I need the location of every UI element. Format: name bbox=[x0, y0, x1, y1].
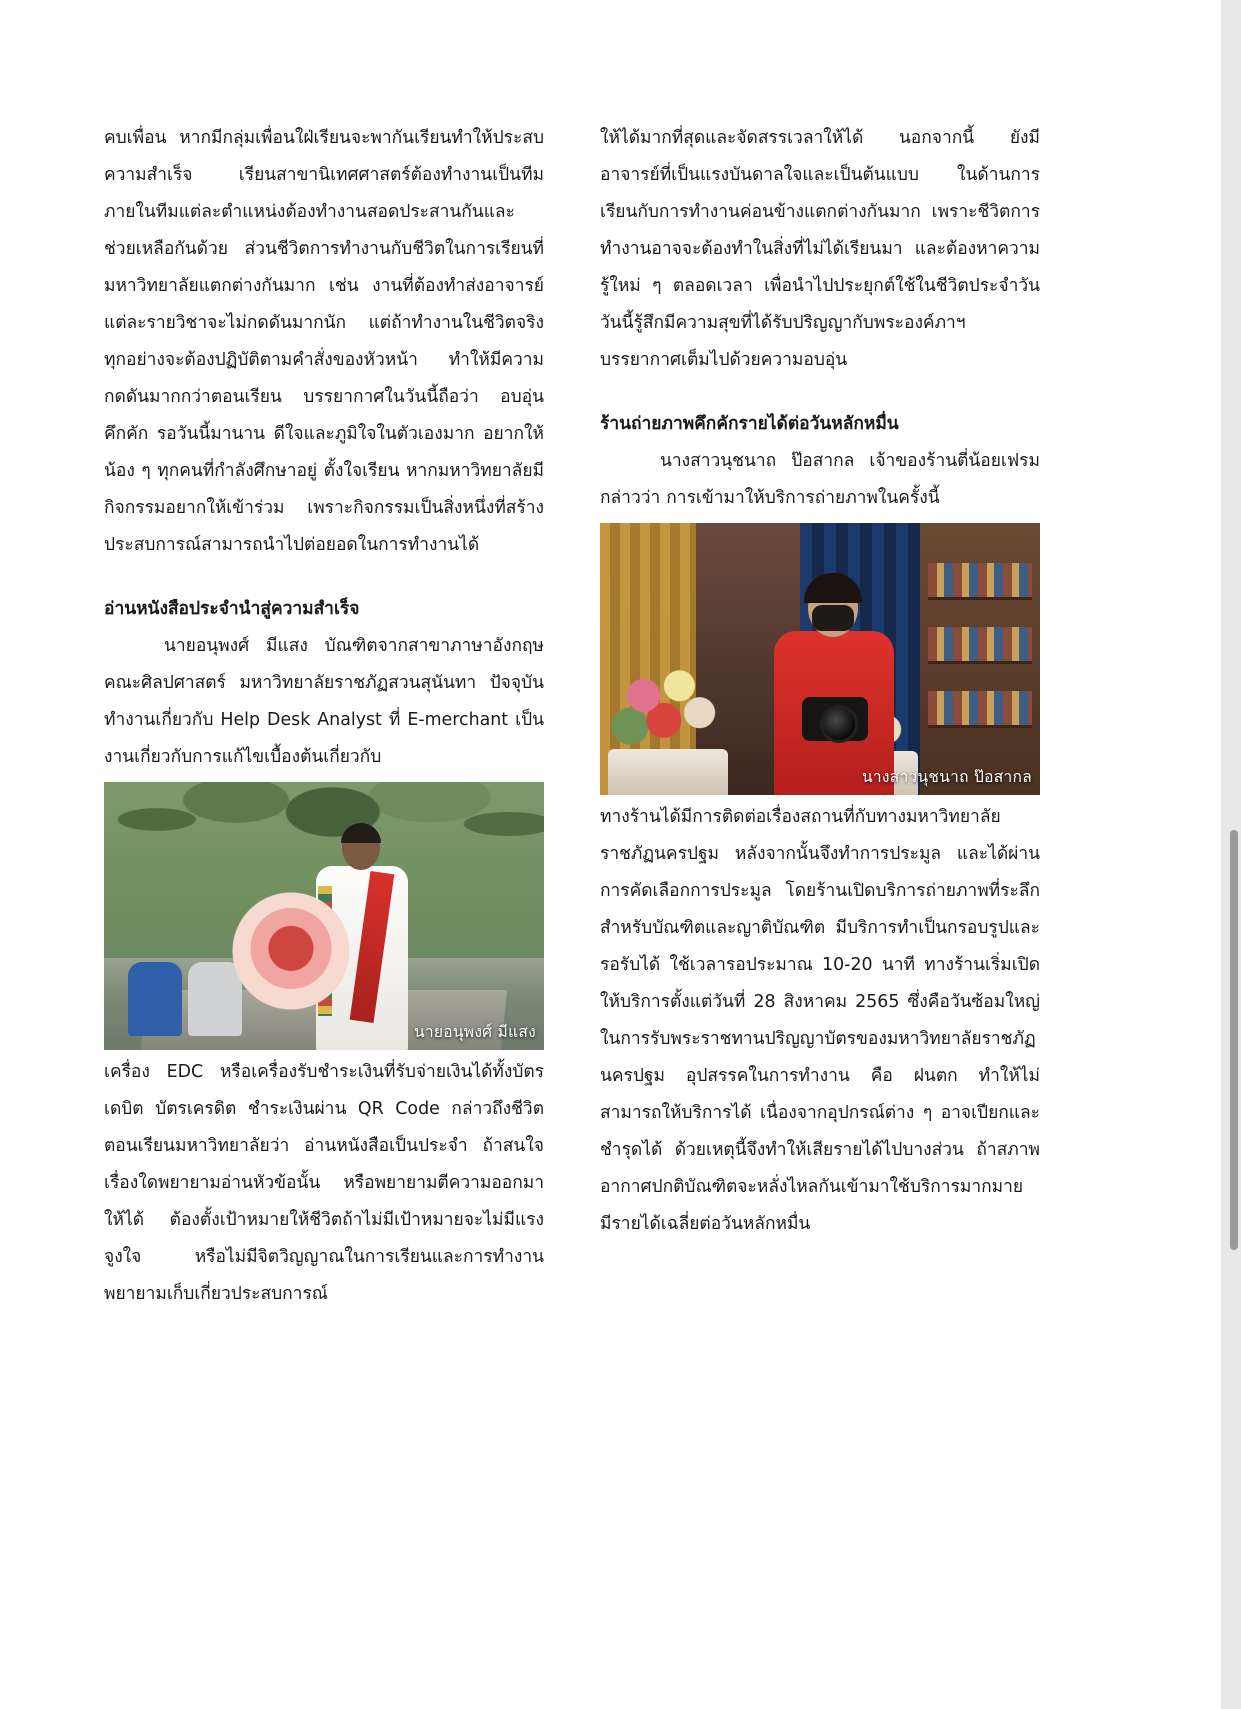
vertical-scrollbar[interactable] bbox=[1221, 0, 1241, 1709]
left-section-heading: อ่านหนังสือประจำนำสู่ความสำเร็จ bbox=[104, 599, 360, 619]
left-paragraph-1: คบเพื่อน หากมีกลุ่มเพื่อนใฝ่เรียนจะพากันเรียนทำให้ประสบความสำเร็จ เรียนสาขานิเทศศาสตร์ต้องทำงานเป็นทีม ภายในทีมแต่ละตำแหน่งต้องทำงานสอดประสานกันและช่วยเหลือกันด้วย ส่วนชีวิตการทำงานกับชีวิตในการเรียนที่มหาวิทยาลัยแตกต่างกันมาก เช่น งานที่ต้องทำส่งอาจารย์แต่ละรายวิชาจะไม่กดดันมากนัก แต่ถ้าทำงานในชีวิตจริงทุกอย่างจะต้องปฏิบัติตามคำสั่งของหัวหน้า ทำให้มีความกดดันมากกว่าตอนเรียน บรรยากาศในวันนี้ถือว่า อบอุ่น คึกคัก รอวันนี้มานาน ดีใจและภูมิใจในตัวเองมาก อยากให้น้อง ๆ ทุกคนที่กำลังศึกษาอยู่ ตั้งใจเรียน หากมหาวิทยาลัยมีกิจกรรมอยากให้เข้าร่วม เพราะกิจกรรมเป็นสิ่งหนึ่งที่สร้างประสบการณ์สามารถนำไปต่อยอดในการทำงานได้ bbox=[104, 128, 544, 555]
left-paragraph-2: นายอนุพงศ์ มีแสง บัณฑิตจากสาขาภาษาอังกฤษ คณะศิลปศาสตร์ มหาวิทยาลัยราชภัฏสวนสุนันทา ปัจจุบันทำงานเกี่ยวกับ Help Desk Analyst ที่ E-merchant เป็นงานเกี่ยวกับการแก้ไขเบื้องต้นเกี่ยวกับ bbox=[104, 636, 544, 767]
left-paragraph-3: เครื่อง EDC หรือเครื่องรับชำระเงินที่รับจ่ายเงินได้ทั้งบัตรเดบิต บัตรเครดิต ชำระเงินผ่าน QR Code กล่าวถึงชีวิตตอนเรียนมหาวิทยาลัยว่า อ่านหนังสือเป็นประจำ ถ้าสนใจเรื่องใดพยายามอ่านหัวข้อนั้น หรือพยายามตีความออกมาให้ได้ ต้องตั้งเป้าหมายให้ชีวิตถ้าไม่มีเป้าหมายจะไม่มีแรงจูงใจ หรือไม่มีจิตวิญญาณในการเรียนและการทำงาน พยายามเก็บเกี่ยวประสบการณ์ bbox=[104, 1062, 544, 1304]
right-paragraph-3: ทางร้านได้มีการติดต่อเรื่องสถานที่กับทางมหาวิทยาลัยราชภัฏนครปฐม หลังจากนั้นจึงทำการประมูล และได้ผ่านการคัดเลือกการประมูล โดยร้านเปิดบริการถ่ายภาพที่ระลึกสำหรับบัณฑิตและญาติบัณฑิต มีบริการทำเป็นกรอบรูปและรอรับได้ ใช้เวลารอประมาณ 10-20 นาที ทางร้านเริ่มเปิดให้บริการตั้งแต่วันที่ 28 สิงหาคม 2565 ซึ่งคือวันซ้อมใหญ่ในการรับพระราชทานปริญญาบัตรของมหาวิทยาลัยราชภัฏนครปฐม อุปสรรคในการทำงาน คือ ฝนตก ทำให้ไม่สามารถให้บริการได้ เนื่องจากอุปกรณ์ต่าง ๆ อาจเปียกและชำรุดได้ ด้วยเหตุนี้จึงทำให้เสียรายได้ไปบางส่วน ถ้าสภาพอากาศปกติบัณฑิตจะหลั่งไหลกันเข้ามาใช้บริการมากมาย มีรายได้เฉลี่ยต่อวันหลักหมื่น bbox=[600, 807, 1040, 1234]
right-column bbox=[600, 120, 1040, 1243]
scrollbar-thumb[interactable] bbox=[1230, 830, 1238, 1250]
seated-person-white bbox=[188, 962, 242, 1036]
camera-lens bbox=[820, 705, 858, 743]
left-column bbox=[104, 120, 544, 1313]
book-row bbox=[928, 627, 1032, 664]
photographer-photo-caption: นางสาวนุชนาถ ป๊อสากล bbox=[861, 768, 1032, 786]
graduate-photo bbox=[104, 782, 544, 1050]
seated-person-blue bbox=[128, 962, 182, 1036]
bookshelf bbox=[920, 523, 1040, 795]
photographer-photo bbox=[600, 523, 1040, 795]
flower-bouquet bbox=[232, 886, 350, 1016]
right-paragraph-1: ให้ได้มากที่สุดและจัดสรรเวลาให้ได้ นอกจากนี้ ยังมีอาจารย์ที่เป็นแรงบันดาลใจและเป็นต้นแบบ ในด้านการเรียนกับการทำงานค่อนข้างแตกต่างกันมาก เพราะชีวิตการทำงานอาจจะต้องทำในสิ่งที่ไม่ได้เรียนมา และต้องหาความรู้ใหม่ ๆ ตลอดเวลา เพื่อนำไปประยุกต์ใช้ในชีวิตประจำวัน วันนี้รู้สึกมีความสุขที่ได้รับปริญญากับพระองค์ภาฯ บรรยากาศเต็มไปด้วยความอบอุ่น bbox=[600, 128, 1040, 370]
face-mask bbox=[812, 605, 854, 631]
hair bbox=[341, 823, 381, 843]
photographer-figure bbox=[768, 579, 900, 795]
right-section-heading: ร้านถ่ายภาพคึกคักรายได้ต่อวันหลักหมื่น bbox=[600, 414, 899, 434]
left-flower-arrangement bbox=[610, 657, 722, 753]
book-row bbox=[928, 563, 1032, 600]
graduate-photo-caption: นายอนุพงศ์ มีแสง bbox=[414, 1023, 536, 1041]
right-paragraph-2: นางสาวนุชนาถ ป๊อสากล เจ้าของร้านตี่น้อยเฟรม กล่าวว่า การเข้ามาให้บริการถ่ายภาพในครั้งนี้ bbox=[600, 451, 1040, 508]
book-row bbox=[928, 691, 1032, 728]
left-table bbox=[608, 749, 728, 795]
